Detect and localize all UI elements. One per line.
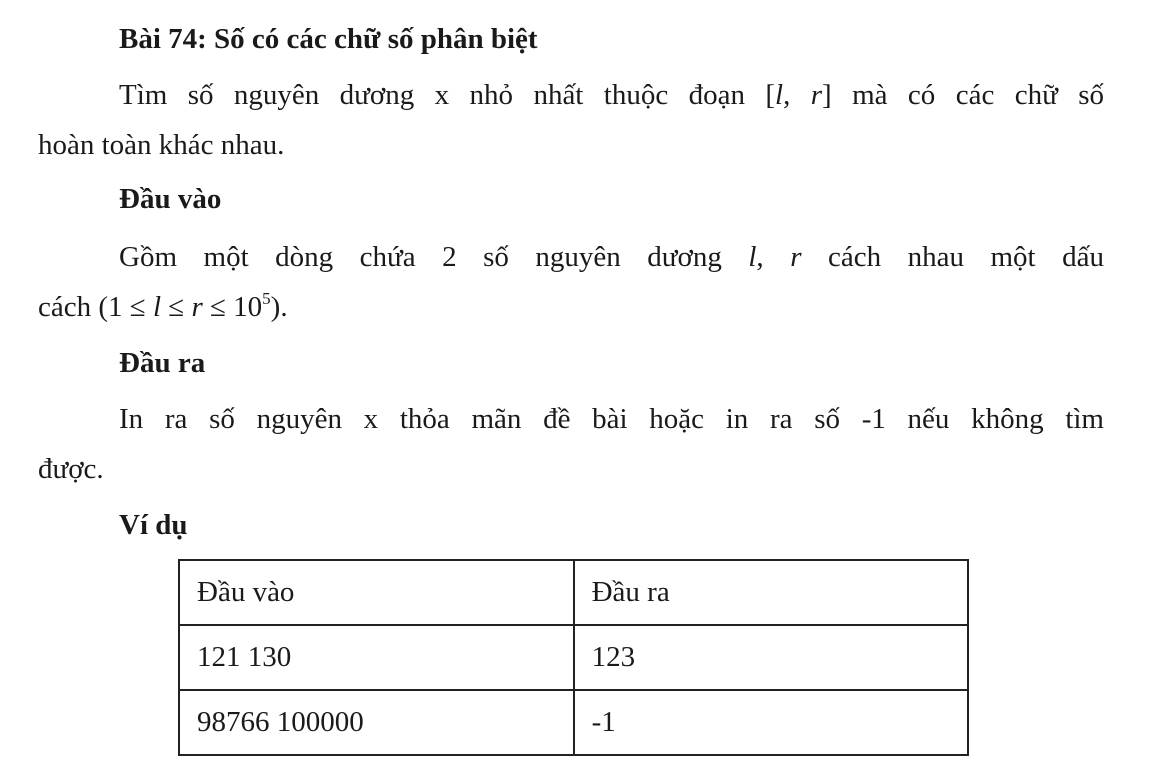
exponent: 5 — [262, 289, 271, 308]
var-r: r — [191, 291, 203, 323]
table-row — [179, 690, 968, 755]
table-cell-input: 98766 100000 — [179, 690, 574, 755]
table-cell-output: 123 — [574, 625, 968, 690]
example-table — [178, 559, 969, 756]
table-cell-output: -1 — [574, 690, 968, 755]
description-line-2: hoàn toàn khác nhau. — [38, 129, 285, 161]
output-line-2: được. — [38, 453, 104, 485]
input-line-2: cách $(1 \le l \le r \le 10^5)$. — [38, 289, 288, 323]
input-heading: Đầu vào — [119, 183, 222, 215]
table-header-input: Đầu vào — [179, 560, 574, 625]
table-header-output: Đầu ra — [574, 560, 968, 625]
input-line-1: Gồm một dòng chứa 2 số nguyên dương l, r cách nhau một dấu — [119, 241, 1104, 273]
input-description — [38, 232, 1104, 332]
output-heading: Đầu ra — [119, 347, 206, 379]
output-line-1: In ra số nguyên x thỏa mãn đề bài hoặc in ra số -1 nếu không tìm — [119, 403, 1104, 435]
var-r: r — [790, 241, 802, 273]
table-row — [179, 625, 968, 690]
table-header-row — [179, 560, 968, 625]
var-r: r — [810, 79, 823, 111]
table-cell-input: 121 130 — [179, 625, 574, 690]
output-description — [38, 394, 1104, 494]
example-heading: Ví dụ — [119, 509, 188, 541]
var-l: l — [152, 291, 162, 323]
var-l: l — [775, 79, 784, 111]
description-line-1: Tìm số nguyên dương x nhỏ nhất thuộc đoạn [l, r] mà có các chữ số — [119, 79, 1104, 111]
var-l: l — [748, 241, 757, 273]
problem-description — [38, 70, 1104, 170]
problem-title: Bài 74: Số có các chữ số phân biệt — [119, 23, 538, 55]
